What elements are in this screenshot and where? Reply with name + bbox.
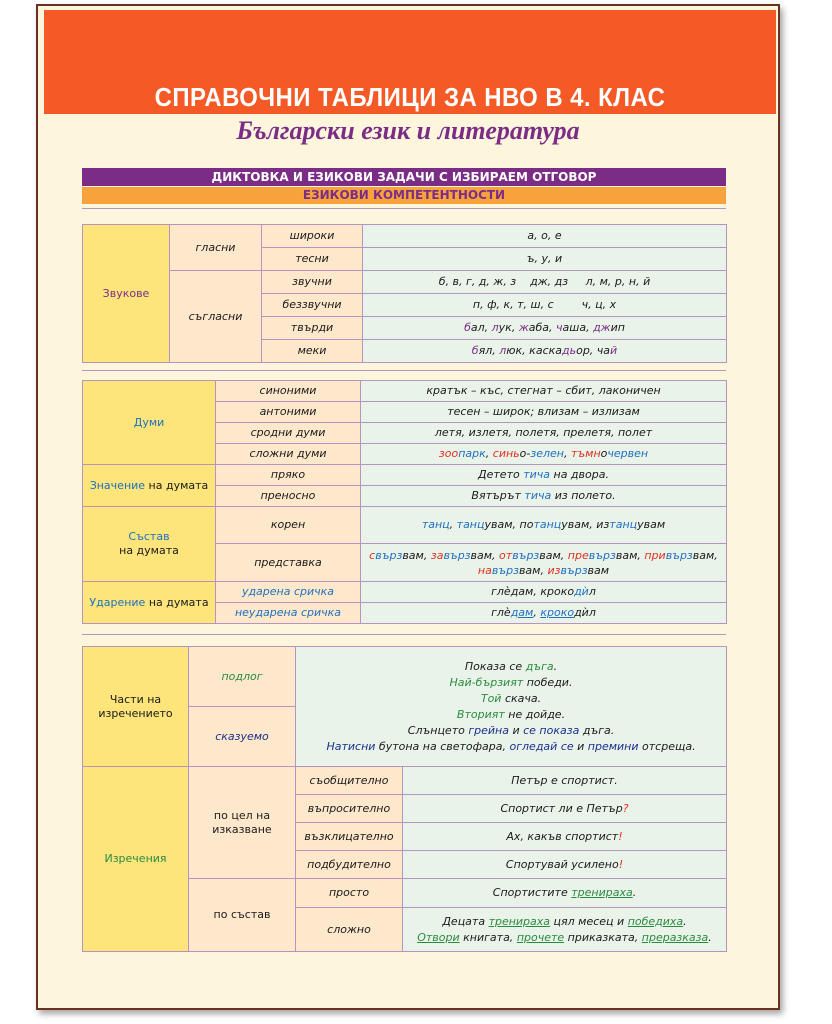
unstressed-text: глѐ <box>491 606 511 619</box>
compound-part: тъмн <box>570 447 601 460</box>
example-text: Показа се <box>464 659 526 673</box>
prefix-text: вам <box>587 563 610 577</box>
structure-label-b: на думата <box>119 544 179 557</box>
direct-word: тича <box>523 468 550 481</box>
complex-value <box>403 908 727 952</box>
complex-line <box>406 914 723 930</box>
figurative-text: Вятърът <box>471 489 525 502</box>
synonyms-label: синоними <box>216 381 361 402</box>
example-text: бутона на светофара, <box>375 739 510 753</box>
exclamation-mark: ! <box>618 857 624 871</box>
imperative-text: Спортувай усилено <box>505 857 619 871</box>
poster-title: СПРАВОЧНИ ТАБЛИЦИ ЗА НВО В 4. КЛАС <box>154 82 666 112</box>
figurative-label: преносно <box>216 486 361 507</box>
example-text: . <box>553 659 558 673</box>
hard-letter: л <box>491 321 499 334</box>
exclamation-mark: ! <box>618 829 623 843</box>
hard-letter: ч <box>556 321 563 334</box>
example-text: дъга. <box>579 723 615 737</box>
root-text: увам, из <box>561 518 610 531</box>
related-label: сродни думи <box>216 423 361 444</box>
declarative-label: съобщително <box>296 767 403 795</box>
wide-vowels-label: широки <box>262 225 363 248</box>
divider <box>82 634 726 635</box>
subsection-header: ЕЗИКОВИ КОМПЕТЕНТНОСТИ <box>82 187 726 204</box>
root-text: увам <box>637 518 666 531</box>
poster-frame <box>36 4 780 1010</box>
soft-label: меки <box>262 340 363 363</box>
prefix-label: представка <box>216 544 361 582</box>
compound-sep: о <box>600 447 608 460</box>
narrow-vowels-label: тесни <box>262 248 363 271</box>
complex-text: цял месец и <box>550 914 628 928</box>
compound-part: червен <box>607 447 649 460</box>
compound-sep: , <box>485 447 493 460</box>
hard-letter: дж <box>593 321 611 334</box>
unstressed-text: дѝл <box>574 606 596 619</box>
words-table <box>82 380 727 624</box>
sentences-table <box>82 646 727 952</box>
voiceless-value: п, ф, к, т, ш, с ч, ц, х <box>363 294 727 317</box>
meaning-label-b: на думата <box>145 478 209 492</box>
complex-text: . <box>683 914 687 928</box>
complex-predicate: Отвори <box>417 930 460 944</box>
complex-predicate: прочете <box>516 930 565 944</box>
unstressed-text: , <box>533 606 541 619</box>
related-value: летя, излетя, полетя, прелетя, полет <box>361 423 727 444</box>
example-line <box>299 739 723 755</box>
prefix-part: из <box>547 563 561 577</box>
section-header: ДИКТОВКА И ЕЗИКОВИ ЗАДАЧИ С ИЗБИРАЕМ ОТГОВОР <box>82 168 726 186</box>
hard-text: ал, <box>470 321 492 334</box>
compound-label: сложни думи <box>216 444 361 465</box>
simple-label: просто <box>296 879 403 908</box>
sounds-table <box>82 224 727 363</box>
compound-part: парк <box>458 447 486 460</box>
prefix-part: за <box>430 548 444 562</box>
title-banner <box>44 10 776 114</box>
root-part: танц <box>421 518 450 531</box>
example-text: Слънцето <box>407 723 469 737</box>
example-text: отсреща. <box>638 739 696 753</box>
prefix-text: вам, <box>615 548 645 562</box>
soft-text: ял, <box>478 344 500 357</box>
unstressed-syllable: кроко <box>540 606 575 619</box>
compound-sep: , <box>563 447 571 460</box>
simple-value <box>403 879 727 908</box>
prefix-part: с <box>369 548 376 562</box>
predicate-label: сказуемо <box>189 707 296 767</box>
prefix-text: вам, <box>402 548 431 562</box>
direct-label: пряко <box>216 465 361 486</box>
divider <box>82 370 726 371</box>
hard-text: ук, <box>498 321 519 334</box>
root-part: върз <box>491 563 519 577</box>
soft-text: юк, каска <box>506 344 562 357</box>
complex-text: . <box>708 930 712 944</box>
simple-text: . <box>632 886 637 899</box>
exclamatory-value <box>403 823 727 851</box>
root-part: върз <box>665 548 693 562</box>
hard-text: ип <box>610 321 625 334</box>
example-text: скача. <box>501 691 542 705</box>
hard-label: твърди <box>262 317 363 340</box>
interrogative-text: Спортист ли е Петър <box>500 801 623 815</box>
hard-letter: б <box>464 321 471 334</box>
hard-letter: ж <box>518 321 529 334</box>
stress-label-a: Ударение <box>89 595 146 609</box>
wide-vowels-value: а, о, е <box>363 225 727 248</box>
soft-text: ор, ча <box>576 344 611 357</box>
example-subject: Най-бързият <box>449 675 524 689</box>
figurative-text: из полето. <box>551 489 616 502</box>
root-part: върз <box>588 548 616 562</box>
prefix-part: при <box>644 548 666 562</box>
compound-part: зоо <box>438 447 459 460</box>
figurative-word: тича <box>524 489 552 502</box>
stress-label-b: на думата <box>145 595 209 609</box>
complex-label: сложно <box>296 908 403 952</box>
example-line <box>299 707 723 723</box>
hard-text: аба, <box>528 321 557 334</box>
soft-letter: й <box>610 344 618 357</box>
example-predicate: премини <box>587 739 639 753</box>
compound-part: синь <box>492 447 520 460</box>
soft-letter: б <box>471 344 479 357</box>
stressed-text: глѐ <box>491 585 511 598</box>
root-value <box>361 507 727 544</box>
prefix-value <box>361 544 727 582</box>
soft-value <box>363 340 727 363</box>
complex-predicate: преразказа <box>641 930 709 944</box>
direct-value <box>361 465 727 486</box>
complex-text: приказката, <box>564 930 642 944</box>
direct-text: Детето <box>478 468 524 481</box>
prefix-text: вам, <box>470 548 500 562</box>
root-part: върз <box>375 548 403 562</box>
question-mark: ? <box>622 801 629 815</box>
by-structure-label: по състав <box>189 879 296 952</box>
declarative-value: Петър е спортист. <box>403 767 727 795</box>
example-line <box>299 691 723 707</box>
root-part: танц <box>456 518 485 531</box>
root-part: върз <box>443 548 471 562</box>
words-label: Думи <box>83 381 216 465</box>
unstressed-value <box>361 603 727 624</box>
stressed-text: дам, кроко <box>510 585 575 598</box>
complex-text: Децата <box>442 914 489 928</box>
meaning-label-a: Значение <box>89 478 146 492</box>
complex-text: книгата, <box>459 930 517 944</box>
structure-label-a: Състав <box>128 530 170 543</box>
root-part: танц <box>609 518 638 531</box>
example-predicate: огледай се <box>509 739 574 753</box>
meaning-label <box>83 465 216 507</box>
example-predicate: Натисни <box>326 739 376 753</box>
root-part: танц <box>533 518 562 531</box>
direct-text: на двора. <box>550 468 609 481</box>
voiced-label: звучни <box>262 271 363 294</box>
antonyms-label: антоними <box>216 402 361 423</box>
narrow-vowels-value: ъ, у, и <box>363 248 727 271</box>
complex-line <box>406 930 723 946</box>
stress-label <box>83 582 216 624</box>
example-predicate: се показа <box>523 723 580 737</box>
prefix-text: вам, <box>539 548 568 562</box>
sentence-parts-examples <box>296 647 727 767</box>
hard-text: аша, <box>562 321 594 334</box>
soft-letter: л <box>499 344 507 357</box>
hard-value <box>363 317 727 340</box>
imperative-label: подбудително <box>296 851 403 879</box>
stressed-syllable: дѝ <box>574 585 589 598</box>
unstressed-syllable: дам <box>510 606 534 619</box>
simple-text: Спортистите <box>492 886 572 899</box>
example-text: не дойде. <box>504 707 566 721</box>
root-text: , <box>449 518 457 531</box>
antonyms-value: тесен – широк; влизам – излизам <box>361 402 727 423</box>
example-subject: Той <box>480 691 502 705</box>
root-text: увам, по <box>484 518 534 531</box>
prefix-text: вам, <box>518 563 548 577</box>
example-line <box>299 659 723 675</box>
unstressed-label: неударена сричка <box>216 603 361 624</box>
simple-predicate: тренираха <box>571 886 633 899</box>
voiceless-label: беззвучни <box>262 294 363 317</box>
stressed-label: ударена сричка <box>216 582 361 603</box>
example-predicate: грейна <box>468 723 509 737</box>
compound-value <box>361 444 727 465</box>
compound-sep: о- <box>519 447 531 460</box>
prefix-part: на <box>477 563 492 577</box>
divider <box>82 208 726 209</box>
example-line <box>299 675 723 691</box>
stressed-value <box>361 582 727 603</box>
structure-label <box>83 507 216 582</box>
compound-part: зелен <box>530 447 564 460</box>
poster-subtitle: Български език и литература <box>236 116 580 145</box>
prefix-part: пре <box>567 548 589 562</box>
figurative-value <box>361 486 727 507</box>
example-text: и <box>573 739 588 753</box>
example-subject: дъга <box>525 659 554 673</box>
example-subject: Вторият <box>456 707 505 721</box>
stressed-text: л <box>588 585 596 598</box>
example-line <box>299 723 723 739</box>
sentences-label: Изречения <box>83 767 189 952</box>
prefix-part: от <box>499 548 513 562</box>
vowels-label: гласни <box>170 225 262 271</box>
complex-predicate: тренираха <box>488 914 551 928</box>
prefix-text: вам, <box>692 548 718 562</box>
imperative-value <box>403 851 727 879</box>
exclamatory-label: възклицателно <box>296 823 403 851</box>
example-text: победи. <box>523 675 573 689</box>
sounds-label: Звукове <box>83 225 170 363</box>
root-label: корен <box>216 507 361 544</box>
complex-predicate: победиха <box>627 914 684 928</box>
voiced-value: б, в, г, д, ж, з дж, дз л, м, р, н, й <box>363 271 727 294</box>
root-part: върз <box>512 548 540 562</box>
root-part: върз <box>560 563 588 577</box>
soft-letter: дь <box>562 344 577 357</box>
interrogative-value <box>403 795 727 823</box>
consonants-label: съгласни <box>170 271 262 363</box>
synonyms-value: кратък – къс, стегнат – сбит, лаконичен <box>361 381 727 402</box>
example-text: и <box>508 723 524 737</box>
subject-label: подлог <box>189 647 296 707</box>
sentence-parts-label: Части на изречението <box>83 647 189 767</box>
exclamatory-text: Ах, какъв спортист <box>506 829 619 843</box>
interrogative-label: въпросително <box>296 795 403 823</box>
by-purpose-label: по цел на изказване <box>189 767 296 879</box>
